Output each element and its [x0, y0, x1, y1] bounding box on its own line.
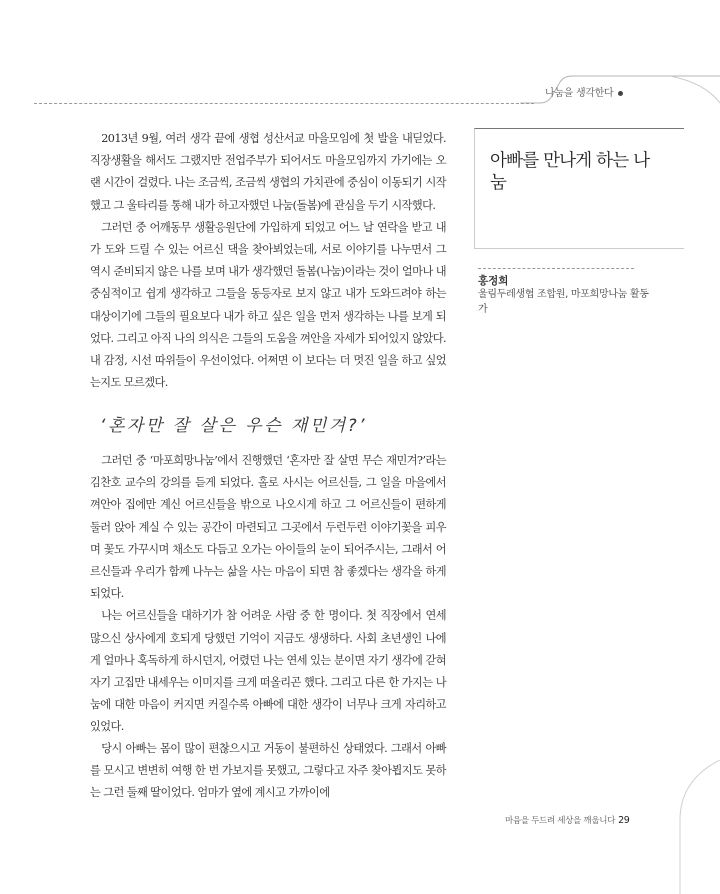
article-title: 아빠를 만나게 하는 나눔: [490, 151, 650, 193]
paragraph: 그러던 중 어깨동무 생활응원단에 가입하게 되었고 어느 날 연락을 받고 내가 도와 드릴 수 있는 어르신 댁을 찾아뵈었는데, 서로 이야기를 나누면서 그 역시 준비되지 않은 나를 보며 내가 생각했던 돌봄(나눔)이라는 것이 얼마나 내 중심적이고 쉽게 생각하고 그들을 동등자로 보지 않고 내가 도와드려야 하는 대상이기에 그들의 필요보다 내가 하고 싶은 일을 먼저 생각하는 나를 보게 되었다. 그리고 아직 나의 의식은 그들의 도움을 껴안을 자세가 되어있지 않았다. 내 감정, 시선 따위들이 우선이었다. 어쩌면 이 보다는 더 멋진 일을 하고 싶었는지도 모르겠다.: [90, 220, 446, 390]
author-divider: [478, 268, 634, 269]
footer-caption: 마음을 두드려 세상을 깨웁니다: [505, 816, 616, 826]
page-number: 29: [618, 815, 630, 826]
author-role: 울림두레생협 조합원, 마포희망나눔 활동가: [478, 289, 649, 315]
article-body-part-3: [90, 738, 446, 805]
page-footer: [505, 814, 635, 826]
bullet-icon: [618, 91, 623, 96]
paragraph: 당시 아빠는 몸이 많이 편찮으시고 거동이 불편하신 상태였다. 그래서 아빠를 모시고 변변히 여행 한 번 가보지를 못했고, 그렇다고 자주 찾아뵙지도 못하는 그런 둘째 딸이었다. 엄마가 옆에 계시고 가까이에: [90, 742, 446, 800]
paragraph: 그러던 중 ‘마포희망나눔’에서 진행했던 ‘혼자만 잘 살면 무슨 재민겨?’라는 김찬호 교수의 강의를 듣게 되었다. 홀로 사시는 어르신들, 그 일을 마을에서 껴안아 집에만 계신 어르신들을 밖으로 나오시게 하고 그 어르신들이 편하게 둘러 앉아 계실 수 있는 공간이 마련되고 그곳에서 두런두런 이야기꽃을 피우며 꽃도 가꾸시며 채소도 다듬고 오가는 아이들의 눈이 되어주시는, 그래서 어르신들과 우리가 함께 나누는 삶을 사는 마음이 되면 참 좋겠다는 생각을 하게 되었다.: [90, 454, 446, 601]
section-tab: [545, 84, 623, 99]
article-subheading: ‘혼자만 잘 살은 우슨 재민겨?’: [100, 416, 368, 436]
header-divider: [34, 103, 534, 104]
article-body-part-1: [90, 128, 446, 394]
paragraph: 2013년 9월, 여러 생각 끝에 생협 성산서교 마을모임에 첫 발을 내딛었다. 직장생활을 해서도 그랬지만 전업주부가 되어서도 마을모임까지 가기에는 오랜 시간이 걸렸다. 나는 조금씩, 조금씩 생협의 가치관에 중심이 이동되기 시작했고 그 울타리를 통해 내가 하고자했던 나눔(돌봄)에 관심을 두기 시작했다.: [90, 132, 446, 212]
article-body-part-2: [90, 450, 446, 739]
author-name: 홍정희: [478, 275, 509, 287]
paragraph: 나는 어르신들을 대하기가 참 어려운 사람 중 한 명이다. 첫 직장에서 연세 많으신 상사에게 호되게 당했던 기억이 지금도 생생하다. 사회 초년생인 나에게 얼마나 혹독하게 하시던지, 어렸던 나는 연세 있는 분이면 자기 생각에 갇혀 자기 고집만 내세우는 이미지를 크게 떠올리곤 했다. 그리고 다른 한 가지는 나눔에 대한 마음이 커지면 커질수록 아빠에 대한 생각이 너무나 크게 자리하고 있었다.: [90, 609, 446, 734]
footer-tab-outline: [660, 760, 720, 894]
section-tab-label: 나눔을 생각한다: [545, 88, 614, 99]
